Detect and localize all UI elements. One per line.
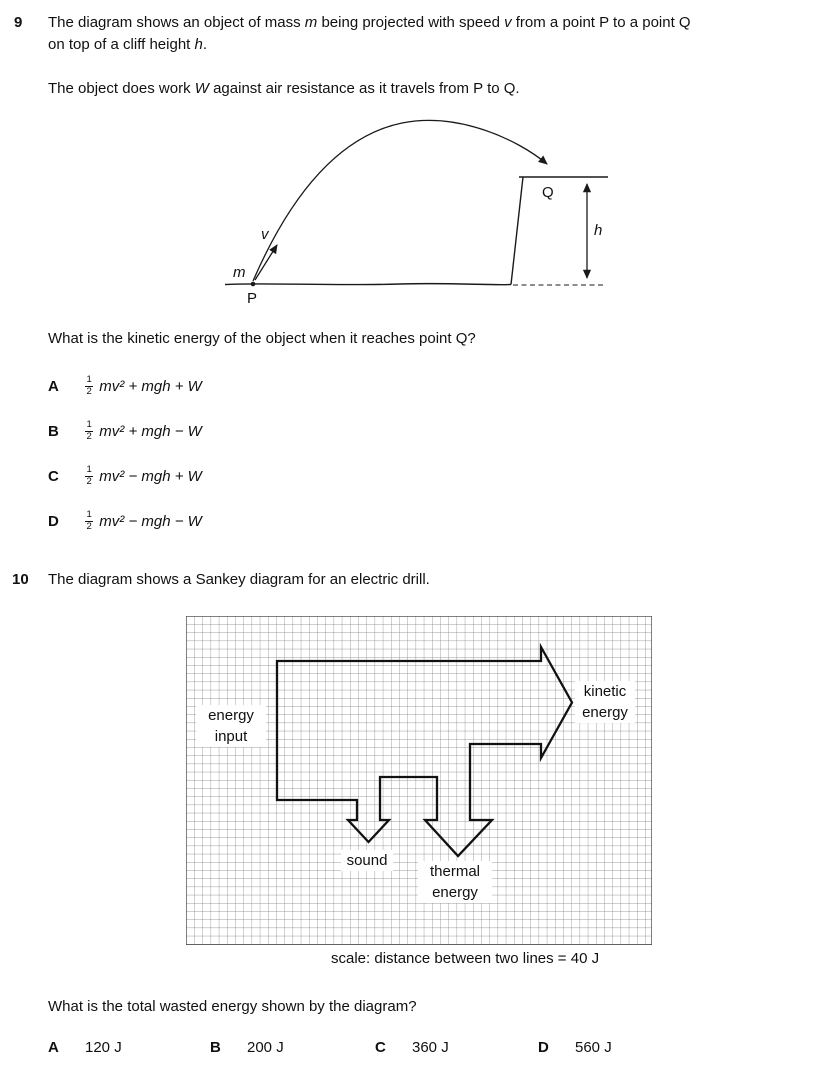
- option-formula: mv² − mgh + W: [99, 467, 202, 485]
- option-letter: B: [48, 422, 59, 440]
- mass-label: m: [233, 264, 246, 281]
- option-value: 360 J: [412, 1038, 449, 1056]
- option-letter: D: [538, 1038, 549, 1056]
- one-half-fraction: $\frac{1}{2}$: [86, 419, 92, 442]
- point-p-dot: [251, 282, 256, 287]
- ground-line: [225, 284, 511, 285]
- option-letter: C: [48, 467, 59, 485]
- point-q-label: Q: [542, 184, 554, 201]
- question-10-intro: The diagram shows a Sankey diagram for an electric drill.: [48, 571, 430, 588]
- question-9-intro-line2: on top of a cliff height h.: [48, 36, 208, 53]
- q10-option-d: [538, 1036, 612, 1058]
- question-10-stem: What is the total wasted energy shown by the diagram?: [48, 998, 417, 1015]
- q9-option-d: [48, 510, 202, 532]
- option-letter: D: [48, 512, 59, 530]
- question-9-stem: What is the kinetic energy of the object when it reaches point Q?: [48, 330, 476, 347]
- question-9-number: 9: [14, 14, 23, 31]
- option-formula: mv² − mgh − W: [99, 512, 202, 530]
- velocity-label: v: [261, 226, 269, 243]
- sankey-scale-caption: scale: distance between two lines = 40 J: [331, 950, 600, 967]
- q9-option-a: [48, 375, 202, 397]
- cliff-face-line: [511, 177, 523, 285]
- option-letter: C: [375, 1038, 386, 1056]
- option-formula: mv² + mgh + W: [99, 377, 202, 395]
- q9-option-c: [48, 465, 202, 487]
- sankey-label-sound: sound: [341, 850, 393, 871]
- one-half-fraction: $\frac{1}{2}$: [86, 374, 92, 397]
- q9-option-b: [48, 420, 202, 442]
- trajectory-path: [253, 120, 547, 281]
- q9-projectile-diagram: [200, 112, 620, 307]
- q10-option-c: [375, 1036, 449, 1058]
- option-letter: B: [210, 1038, 221, 1056]
- sankey-label-energy-input: energy input: [196, 705, 266, 747]
- velocity-arrow: [255, 245, 277, 280]
- q10-option-a: [48, 1036, 122, 1058]
- option-value: 120 J: [85, 1038, 122, 1056]
- question-9-work-statement: The object does work W against air resistance as it travels from P to Q.: [48, 80, 520, 97]
- question-9-intro-line1: The diagram shows an object of mass m being projected with speed v from a point P to a point Q: [48, 14, 691, 31]
- option-value: 560 J: [575, 1038, 612, 1056]
- option-letter: A: [48, 1038, 59, 1056]
- question-10-number: 10: [12, 571, 29, 588]
- sankey-label-kinetic-energy: kinetic energy: [575, 681, 635, 723]
- one-half-fraction: $\frac{1}{2}$: [86, 464, 92, 487]
- option-formula: mv² + mgh − W: [99, 422, 202, 440]
- sankey-label-thermal-energy: thermal energy: [418, 861, 492, 903]
- height-label: h: [594, 222, 603, 239]
- q10-option-b: [210, 1036, 284, 1058]
- one-half-fraction: $\frac{1}{2}$: [86, 509, 92, 532]
- option-letter: A: [48, 377, 59, 395]
- point-p-label: P: [247, 290, 258, 307]
- option-value: 200 J: [247, 1038, 284, 1056]
